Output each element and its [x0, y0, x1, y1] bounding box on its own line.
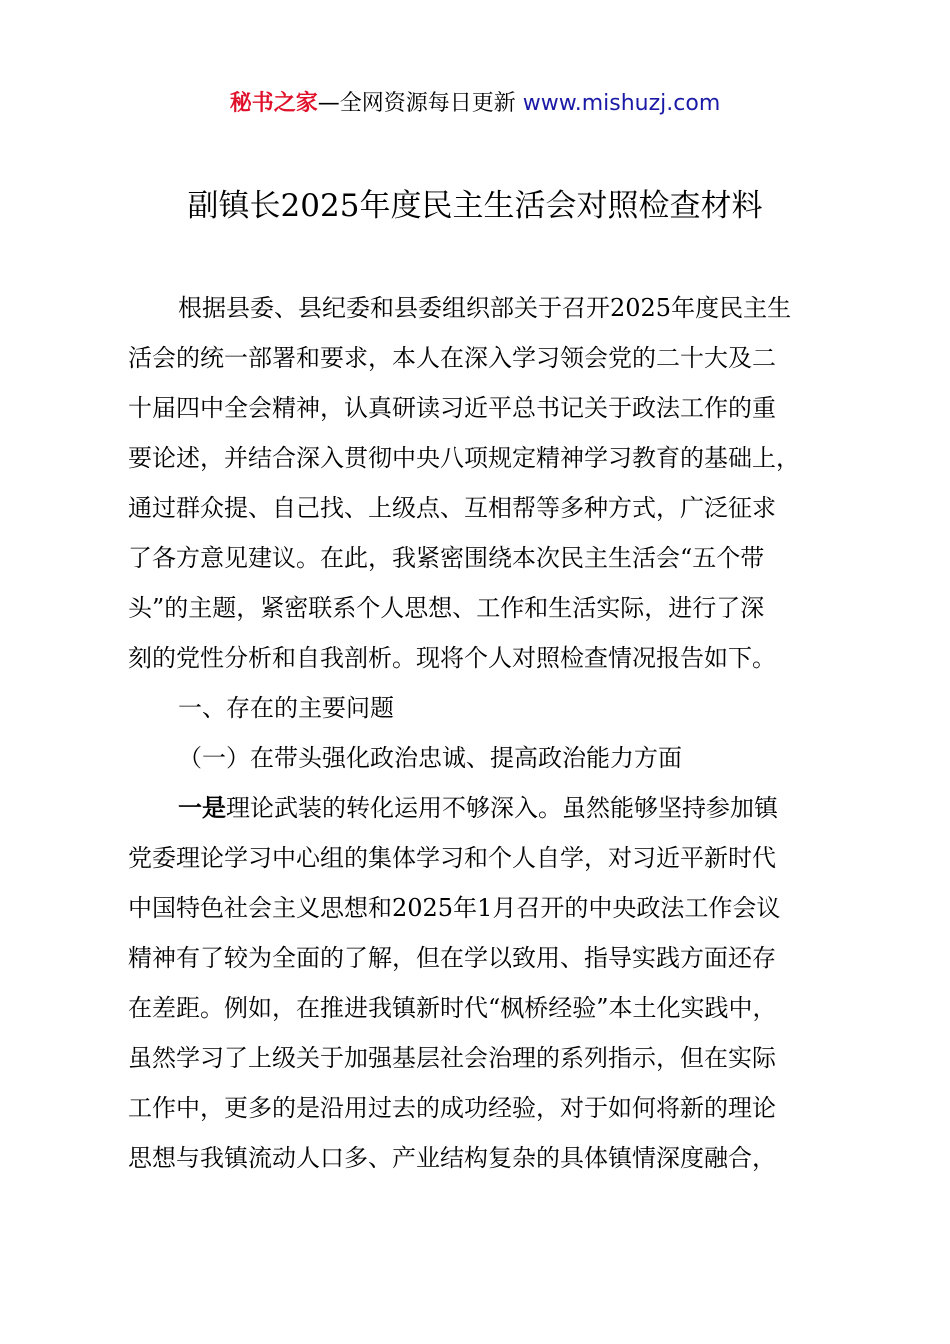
point-lead: 一是	[178, 794, 226, 822]
site-header	[0, 86, 950, 122]
paragraph-line: 头”的主题，紧密联系个人思想、工作和生活实际，进行了深	[128, 594, 765, 622]
paragraph-line: 中国特色社会主义思想和2025年1月召开的中央政法工作会议	[128, 894, 781, 922]
paragraph-line: 根据县委、县纪委和县委组织部关于召开2025年度民主生	[178, 294, 792, 322]
site-brand: 秘书之家	[229, 91, 318, 116]
paragraph-line: 十届四中全会精神，认真研读习近平总书记关于政法工作的重	[128, 394, 776, 422]
paragraph-line: 通过群众提、自己找、上级点、互相帮等多种方式，广泛征求	[128, 494, 776, 522]
paragraph-line: 活会的统一部署和要求，本人在深入学习领会党的二十大及二	[128, 344, 776, 372]
paragraph-line: 思想与我镇流动人口多、产业结构复杂的具体镇情深度融合，	[128, 1144, 776, 1172]
site-tagline: —全网资源每日更新	[317, 91, 523, 116]
site-url-link[interactable]: www.mishuzj.com	[522, 91, 721, 116]
paragraph-line	[128, 783, 840, 833]
point-text: 理论武装的转化运用不够深入。虽然能够坚持参加镇	[226, 794, 778, 822]
document-body	[128, 283, 840, 1183]
paragraph-line: 工作中，更多的是沿用过去的成功经验，对于如何将新的理论	[128, 1094, 776, 1122]
paragraph-line: 虽然学习了上级关于加强基层社会治理的系列指示，但在实际	[128, 1044, 776, 1072]
paragraph-line: 刻的党性分析和自我剖析。现将个人对照检查情况报告如下。	[128, 644, 776, 672]
document-title: 副镇长2025年度民主生活会对照检查材料	[187, 188, 763, 224]
paragraph-line: 在差距。例如，在推进我镇新时代“枫桥经验”本土化实践中，	[128, 994, 777, 1022]
paragraph-line: 精神有了较为全面的了解，但在学以致用、指导实践方面还存	[128, 944, 776, 972]
paragraph-line: 党委理论学习中心组的集体学习和个人自学，对习近平新时代	[128, 844, 776, 872]
paragraph-line: 了各方意见建议。在此，我紧密围绕本次民主生活会“五个带	[128, 544, 765, 572]
subsection-heading: （一）在带头强化政治忠诚、提高政治能力方面	[178, 744, 682, 772]
paragraph-line: 要论述，并结合深入贯彻中央八项规定精神学习教育的基础上，	[128, 444, 800, 472]
section-heading: 一、存在的主要问题	[178, 694, 394, 722]
